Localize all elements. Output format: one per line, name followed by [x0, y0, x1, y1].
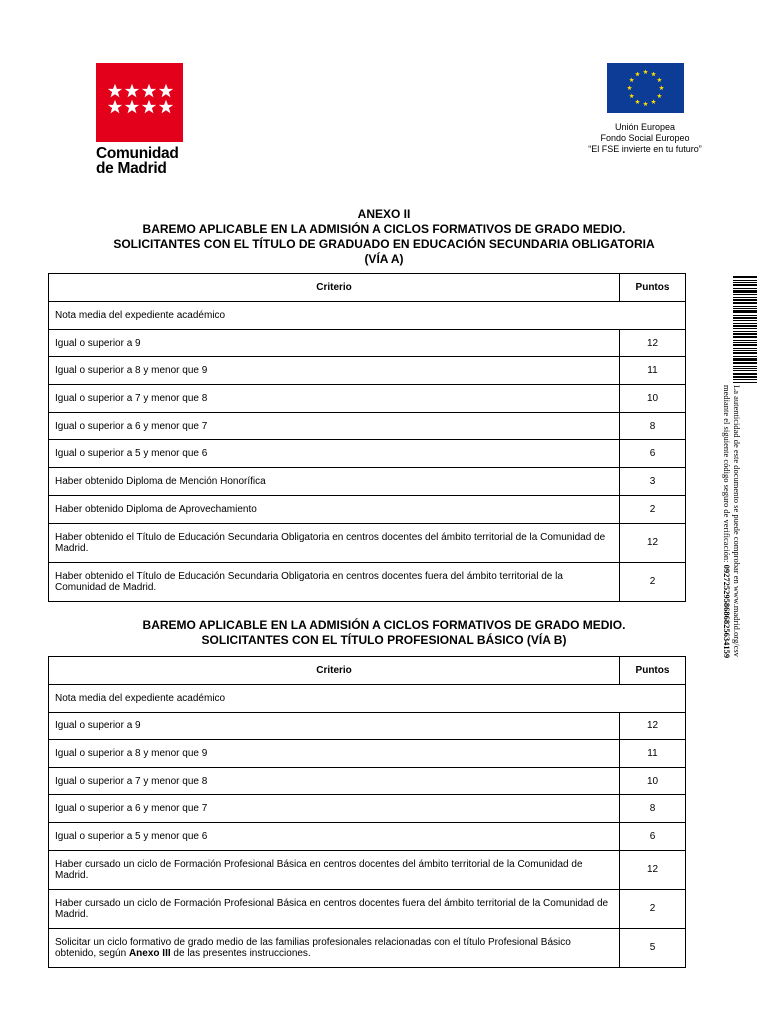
table-row	[49, 822, 686, 850]
anexo-iii-reference: Anexo III	[128, 947, 171, 959]
puntos-cell: 8	[620, 795, 686, 823]
eu-caption-line3: “El FSE invierte en tu futuro”	[588, 144, 702, 154]
table-row	[49, 357, 686, 385]
barcode-bar	[733, 299, 757, 301]
madrid-logo-text	[96, 146, 184, 176]
barcode-bar	[733, 276, 757, 278]
table-row	[49, 795, 686, 823]
barcode	[733, 276, 757, 384]
table-header-row	[49, 274, 686, 302]
criterio-text-pre: Solicitar un ciclo formativo de grado medio de las familias profesionales relacionadas con el título Profesional Básico obtenido, según	[55, 936, 571, 959]
puntos-cell: 12	[620, 523, 686, 562]
section-b-title-line1: BAREMO APLICABLE EN LA ADMISIÓN A CICLOS FORMATIVOS DE GRADO MEDIO.	[142, 618, 626, 632]
barcode-bar	[733, 382, 757, 383]
table-row	[49, 928, 686, 967]
barcode-bar	[733, 315, 757, 316]
barcode-bar	[733, 358, 757, 361]
baremo-table-via-b	[48, 656, 686, 968]
criterio-cell: Igual o superior a 5 y menor que 6	[49, 822, 620, 850]
verification-line2	[722, 385, 732, 695]
criterio-cell	[49, 928, 620, 967]
table-row	[49, 523, 686, 562]
section-b-title-line2: SOLICITANTES CON EL TÍTULO PROFESIONAL BÁSICO (VÍA B)	[201, 633, 567, 647]
eu-caption-line2: Fondo Social Europeo	[600, 133, 690, 143]
criterio-cell: Haber cursado un ciclo de Formación Profesional Básica en centros docentes fuera del ámbito territorial de la Comunidad de Madrid.	[49, 889, 620, 928]
eu-flag-icon	[607, 63, 684, 113]
puntos-cell: 12	[620, 329, 686, 357]
star-icon	[124, 83, 140, 99]
puntos-cell: 5	[620, 928, 686, 967]
puntos-cell: 12	[620, 850, 686, 889]
section-a-heading	[0, 207, 768, 267]
column-header-criterio: Criterio	[49, 274, 620, 302]
criterio-cell: Nota media del expediente académico	[49, 685, 686, 713]
barcode-bar	[733, 373, 757, 375]
criterio-text-post: de las presentes instrucciones.	[170, 947, 311, 959]
barcode-bar	[733, 290, 757, 293]
puntos-cell: 10	[620, 385, 686, 413]
verification-label: mediante el siguiente código seguro de verificación:	[722, 385, 732, 565]
barcode-bar	[733, 288, 757, 289]
barcode-bar	[733, 376, 757, 378]
table-row	[49, 562, 686, 601]
table-row	[49, 889, 686, 928]
barcode-bar	[733, 368, 757, 369]
star-icon	[124, 99, 140, 115]
barcode-bar	[733, 344, 757, 346]
criterio-cell: Nota media del expediente académico	[49, 302, 686, 330]
criterio-cell: Igual o superior a 9	[49, 712, 620, 740]
table-row	[49, 302, 686, 330]
eu-logo	[560, 63, 730, 155]
table-row	[49, 468, 686, 496]
star-icon	[107, 83, 123, 99]
eu-caption	[560, 122, 730, 155]
anexo-title: ANEXO II	[357, 207, 411, 221]
column-header-criterio: Criterio	[49, 657, 620, 685]
criterio-cell: Igual o superior a 7 y menor que 8	[49, 385, 620, 413]
table-row	[49, 850, 686, 889]
criterio-cell: Haber obtenido el Título de Educación Secundaria Obligatoria en centros docentes fuera del ámbito territorial de la Comunidad de Madrid.	[49, 562, 620, 601]
table-row	[49, 685, 686, 713]
barcode-bar	[733, 310, 757, 313]
barcode-bar	[733, 336, 757, 339]
verification-note	[722, 385, 742, 695]
criterio-cell: Igual o superior a 8 y menor que 9	[49, 740, 620, 768]
table-header-row	[49, 657, 686, 685]
barcode-bar	[733, 320, 757, 321]
table-row	[49, 767, 686, 795]
barcode-bar	[733, 379, 757, 380]
barcode-bar	[733, 280, 757, 281]
star-icon	[141, 99, 157, 115]
star-icon	[141, 83, 157, 99]
eu-caption-line1: Unión Europea	[614, 122, 676, 132]
barcode-bar	[733, 342, 757, 343]
barcode-bar	[733, 284, 757, 286]
table-row	[49, 385, 686, 413]
barcode-bar	[733, 348, 757, 349]
puntos-cell: 11	[620, 357, 686, 385]
madrid-stars	[105, 83, 175, 115]
puntos-cell: 2	[620, 495, 686, 523]
table-row	[49, 712, 686, 740]
section-a-title-line4: (VÍA A)	[364, 252, 404, 266]
star-icon	[158, 83, 174, 99]
barcode-bar	[733, 350, 757, 351]
puntos-cell: 6	[620, 440, 686, 468]
puntos-cell: 12	[620, 712, 686, 740]
table-row	[49, 440, 686, 468]
comunidad-de-madrid-logo	[96, 63, 184, 176]
criterio-cell: Igual o superior a 9	[49, 329, 620, 357]
puntos-cell: 10	[620, 767, 686, 795]
star-icon	[158, 99, 174, 115]
table-row	[49, 495, 686, 523]
barcode-bar	[733, 331, 757, 332]
madrid-flag	[96, 63, 183, 142]
criterio-cell: Haber cursado un ciclo de Formación Profesional Básica en centros docentes del ámbito territorial de la Comunidad de Madrid.	[49, 850, 620, 889]
barcode-bar	[733, 294, 757, 295]
criterio-cell: Haber obtenido el Título de Educación Secundaria Obligatoria en centros docentes del ámbito territorial de la Comunidad de Madrid.	[49, 523, 620, 562]
barcode-bar	[733, 282, 757, 283]
barcode-bar	[733, 340, 757, 341]
verification-line1: La autenticidad de este documento se puede comprobar en www.madrid.org/csv	[732, 385, 742, 657]
barcode-bar	[733, 306, 757, 307]
section-b-heading	[0, 618, 768, 648]
barcode-bar	[733, 356, 757, 357]
barcode-bar	[733, 362, 757, 364]
column-header-puntos: Puntos	[620, 274, 686, 302]
barcode-bar	[733, 328, 757, 329]
puntos-cell: 6	[620, 822, 686, 850]
section-a-title-line2: BAREMO APLICABLE EN LA ADMISIÓN A CICLOS FORMATIVOS DE GRADO MEDIO.	[142, 222, 626, 236]
table-row	[49, 740, 686, 768]
puntos-cell: 3	[620, 468, 686, 496]
star-icon	[107, 99, 123, 115]
puntos-cell: 2	[620, 562, 686, 601]
verification-code: 0927252958686825634159	[722, 564, 732, 659]
criterio-cell: Igual o superior a 6 y menor que 7	[49, 412, 620, 440]
barcode-bar	[733, 317, 757, 319]
criterio-cell: Haber obtenido Diploma de Aprovechamiento	[49, 495, 620, 523]
barcode-bar	[733, 302, 757, 304]
barcode-bar	[733, 323, 757, 324]
criterio-cell: Igual o superior a 7 y menor que 8	[49, 767, 620, 795]
barcode-bar	[733, 352, 757, 354]
barcode-bar	[733, 325, 757, 327]
criterio-cell: Haber obtenido Diploma de Mención Honorífica	[49, 468, 620, 496]
barcode-bar	[733, 297, 757, 298]
criterio-cell: Igual o superior a 5 y menor que 6	[49, 440, 620, 468]
table-row	[49, 412, 686, 440]
puntos-cell: 11	[620, 740, 686, 768]
barcode-bar	[733, 333, 757, 335]
baremo-table-via-a	[48, 273, 686, 602]
barcode-bar	[733, 370, 757, 371]
criterio-cell: Igual o superior a 6 y menor que 7	[49, 795, 620, 823]
barcode-bar	[733, 366, 757, 367]
criterio-cell: Igual o superior a 8 y menor que 9	[49, 357, 620, 385]
table-row	[49, 329, 686, 357]
madrid-logo-line2: de Madrid	[96, 160, 167, 177]
puntos-cell: 2	[620, 889, 686, 928]
madrid-logo-line1: Comunidad	[96, 145, 179, 162]
section-a-title-line3: SOLICITANTES CON EL TÍTULO DE GRADUADO EN EDUCACIÓN SECUNDARIA OBLIGATORIA	[113, 237, 655, 251]
puntos-cell: 8	[620, 412, 686, 440]
column-header-puntos: Puntos	[620, 657, 686, 685]
barcode-bar	[733, 308, 757, 309]
